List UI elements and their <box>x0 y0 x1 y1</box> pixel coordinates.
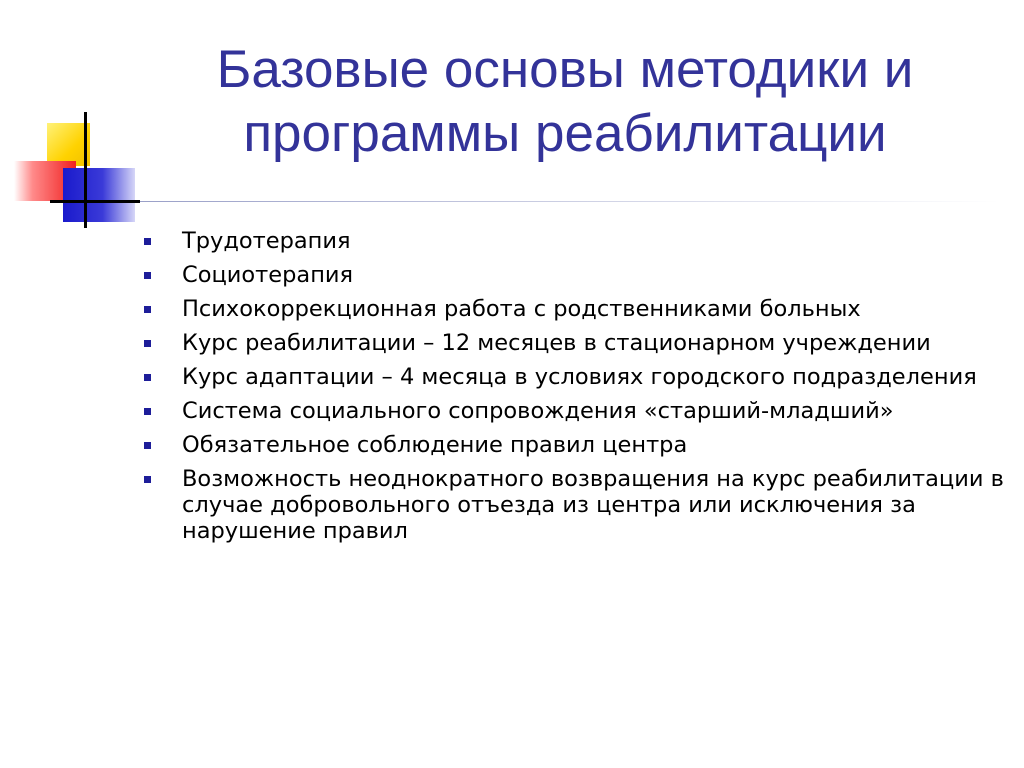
square-bullet-icon <box>144 408 151 415</box>
square-bullet-icon <box>144 238 151 245</box>
list-item-text: Социотерапия <box>182 262 354 288</box>
list-item-text: Возможность неоднократного возвращения на курс реабилитации в случае добровольного отъезда из центра или исключения за нарушение правил <box>182 466 1004 544</box>
list-item-text: Обязательное соблюдение правил центра <box>182 432 688 458</box>
list-item-text: Курс адаптации – 4 месяца в условиях городского подразделения <box>182 364 977 390</box>
list-item-text: Психокоррекционная работа с родственниками больных <box>182 296 861 322</box>
bullet-list <box>144 228 1004 552</box>
list-item <box>144 466 1004 544</box>
list-item <box>144 228 1004 254</box>
list-item <box>144 262 1004 288</box>
square-bullet-icon <box>144 272 151 279</box>
list-item-text: Система социального сопровождения «старший-младший» <box>182 398 894 424</box>
list-item <box>144 432 1004 458</box>
list-item-text: Трудотерапия <box>182 228 351 254</box>
list-item <box>144 296 1004 322</box>
square-bullet-icon <box>144 442 151 449</box>
title-underline-decoration <box>140 201 1000 202</box>
list-item <box>144 398 1004 424</box>
square-bullet-icon <box>144 340 151 347</box>
decorative-logo <box>0 0 140 240</box>
square-bullet-icon <box>144 374 151 381</box>
list-item-text: Курс реабилитации – 12 месяцев в стационарном учреждении <box>182 330 931 356</box>
horizontal-line-decoration <box>50 200 140 203</box>
vertical-line-decoration <box>84 112 87 228</box>
blue-square-decoration <box>63 168 135 222</box>
square-bullet-icon <box>144 476 151 483</box>
list-item <box>144 364 1004 390</box>
slide-title: Базовые основы методики и программы реабилитации <box>216 40 914 163</box>
square-bullet-icon <box>144 306 151 313</box>
list-item <box>144 330 1004 356</box>
